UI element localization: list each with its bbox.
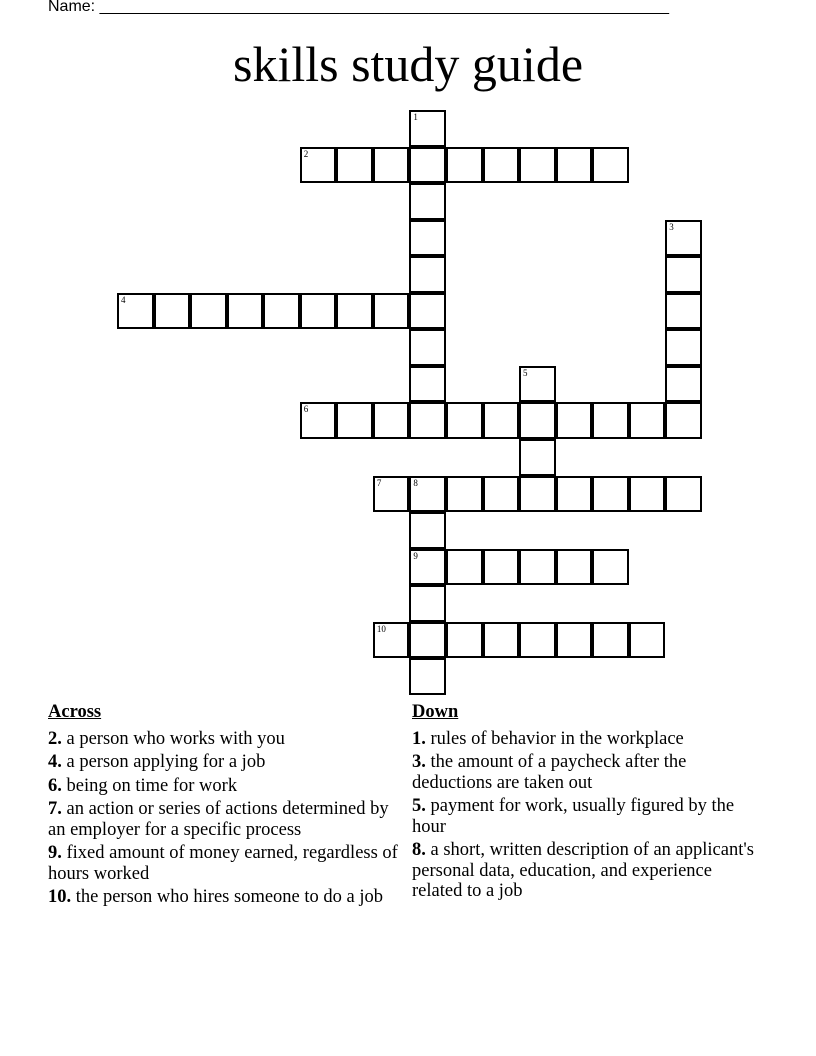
clue-number: 3. bbox=[412, 752, 426, 772]
grid-cell[interactable] bbox=[483, 476, 520, 513]
grid-cell[interactable] bbox=[227, 293, 264, 330]
clue-number: 2. bbox=[48, 728, 62, 749]
clue-text: an action or series of actions determined by an employer for a specific process bbox=[48, 799, 389, 840]
clue-number-label: 3 bbox=[669, 221, 674, 232]
grid-cell[interactable] bbox=[592, 402, 629, 439]
grid-cell[interactable] bbox=[409, 256, 446, 293]
grid-cell[interactable] bbox=[373, 622, 410, 659]
grid-cell[interactable] bbox=[519, 439, 556, 476]
grid-cell[interactable] bbox=[336, 402, 373, 439]
grid-cell[interactable] bbox=[665, 293, 702, 330]
clue-text: the amount of a paycheck after the deductions are taken out bbox=[412, 752, 687, 793]
clue-down-5 bbox=[412, 796, 762, 837]
clue-text: a person applying for a job bbox=[61, 752, 266, 772]
grid-cell[interactable] bbox=[519, 402, 556, 439]
grid-cell[interactable] bbox=[556, 402, 593, 439]
clue-text: payment for work, usually figured by the hour bbox=[412, 796, 735, 837]
grid-cell[interactable] bbox=[409, 476, 446, 513]
clue-number: 10. bbox=[48, 887, 72, 907]
clue-text: a short, written description of an applicant's personal data, education, and experience related to a job bbox=[412, 840, 754, 901]
grid-cell[interactable] bbox=[446, 622, 483, 659]
clue-number-label: 5 bbox=[523, 367, 528, 378]
grid-cell[interactable] bbox=[409, 549, 446, 586]
grid-cell[interactable] bbox=[190, 293, 227, 330]
grid-cell[interactable] bbox=[154, 293, 191, 330]
grid-cell[interactable] bbox=[300, 293, 337, 330]
clue-text: fixed amount of money earned, regardless of hours worked bbox=[48, 843, 398, 884]
clue-number-label: 10 bbox=[376, 623, 386, 634]
clue-across-9 bbox=[48, 843, 398, 884]
grid-cell[interactable] bbox=[446, 402, 483, 439]
grid-cell[interactable] bbox=[409, 366, 446, 403]
grid-cell[interactable] bbox=[519, 549, 556, 586]
clue-number-label: 8 bbox=[413, 477, 418, 488]
clue-across-7 bbox=[48, 799, 398, 840]
grid-cell[interactable] bbox=[519, 476, 556, 513]
clue-number: 7. bbox=[48, 799, 62, 819]
grid-cell[interactable] bbox=[556, 147, 593, 184]
grid-cell[interactable] bbox=[446, 147, 483, 184]
grid-cell[interactable] bbox=[592, 549, 629, 586]
grid-cell[interactable] bbox=[409, 658, 446, 695]
clue-number-label: 1 bbox=[413, 112, 418, 122]
grid-cell[interactable] bbox=[409, 329, 446, 366]
grid-cell[interactable] bbox=[665, 402, 702, 439]
grid-cell[interactable] bbox=[373, 147, 410, 184]
grid-cell[interactable] bbox=[117, 293, 154, 330]
grid-cell[interactable] bbox=[409, 402, 446, 439]
grid-cell[interactable] bbox=[373, 476, 410, 513]
grid-cell[interactable] bbox=[483, 402, 520, 439]
grid-cell[interactable] bbox=[409, 110, 446, 147]
grid-cell[interactable] bbox=[629, 402, 666, 439]
clue-number-label: 6 bbox=[303, 404, 309, 415]
grid-cell[interactable] bbox=[483, 622, 520, 659]
grid-cell[interactable] bbox=[409, 622, 446, 659]
clue-across-4 bbox=[48, 752, 398, 773]
grid-cell[interactable] bbox=[409, 585, 446, 622]
grid-cell[interactable] bbox=[483, 549, 520, 586]
grid-cell[interactable] bbox=[665, 220, 702, 257]
grid-cell[interactable] bbox=[483, 147, 520, 184]
clue-number-label: 4 bbox=[121, 294, 126, 305]
clue-text: being on time for work bbox=[61, 775, 238, 796]
grid-cell[interactable] bbox=[409, 147, 446, 184]
grid-cell[interactable] bbox=[300, 147, 337, 184]
grid-cell[interactable] bbox=[373, 293, 410, 330]
clue-number: 5. bbox=[412, 796, 426, 816]
down-heading: Down bbox=[412, 702, 459, 722]
clue-down-3 bbox=[412, 752, 762, 793]
grid-cell[interactable] bbox=[519, 622, 556, 659]
clue-number: 9. bbox=[48, 843, 62, 863]
clue-number-label: 2 bbox=[303, 148, 309, 159]
clue-text: rules of behavior in the workplace bbox=[425, 728, 684, 749]
grid-cell[interactable] bbox=[556, 622, 593, 659]
grid-cell[interactable] bbox=[665, 366, 702, 403]
grid-cell[interactable] bbox=[409, 512, 446, 549]
grid-cell[interactable] bbox=[629, 476, 666, 513]
clue-number-label: 9 bbox=[413, 550, 418, 561]
grid-cell[interactable] bbox=[300, 402, 337, 439]
clue-down-1 bbox=[412, 729, 762, 750]
clue-number: 1. bbox=[412, 728, 426, 749]
grid-cell[interactable] bbox=[409, 183, 446, 220]
clue-across-6 bbox=[48, 776, 398, 797]
grid-cell[interactable] bbox=[592, 476, 629, 513]
clue-down-8 bbox=[412, 840, 762, 902]
grid-cell[interactable] bbox=[592, 622, 629, 659]
grid-cell[interactable] bbox=[665, 476, 702, 513]
clue-number-label: 7 bbox=[376, 477, 382, 488]
clue-number: 6. bbox=[48, 775, 62, 796]
grid-cell[interactable] bbox=[373, 402, 410, 439]
grid-cell[interactable] bbox=[409, 293, 446, 330]
clue-text: a person who works with you bbox=[61, 728, 285, 749]
grid-cell[interactable] bbox=[519, 366, 556, 403]
grid-cell[interactable] bbox=[336, 293, 373, 330]
page-title: skills study guide bbox=[232, 36, 584, 92]
grid-cell[interactable] bbox=[556, 549, 593, 586]
grid-cell[interactable] bbox=[409, 220, 446, 257]
clue-text: the person who hires someone to do a job bbox=[71, 887, 383, 907]
grid-cell[interactable] bbox=[592, 147, 629, 184]
grid-cell[interactable] bbox=[446, 476, 483, 513]
grid-cell[interactable] bbox=[263, 293, 300, 330]
name-field[interactable]: Name: ________________________________________________________________ bbox=[48, 0, 670, 15]
grid-cell[interactable] bbox=[556, 476, 593, 513]
clue-number: 4. bbox=[48, 752, 62, 772]
clue-number: 8. bbox=[412, 840, 426, 860]
grid-cell[interactable] bbox=[336, 147, 373, 184]
down-clues bbox=[412, 702, 762, 905]
across-clues bbox=[48, 702, 398, 911]
grid-cell[interactable] bbox=[629, 622, 666, 659]
grid-cell[interactable] bbox=[519, 147, 556, 184]
grid-cell[interactable] bbox=[446, 549, 483, 586]
across-heading: Across bbox=[48, 702, 102, 722]
grid-cell[interactable] bbox=[665, 329, 702, 366]
clue-across-2 bbox=[48, 729, 398, 750]
grid-cell[interactable] bbox=[665, 256, 702, 293]
clue-across-10 bbox=[48, 887, 398, 908]
